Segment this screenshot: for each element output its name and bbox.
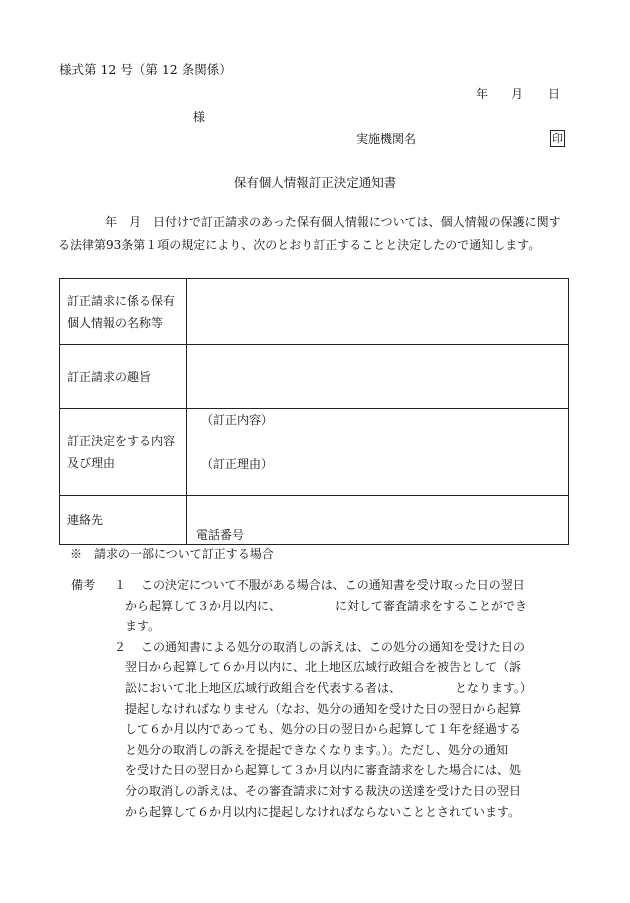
contact-field bbox=[187, 496, 569, 545]
date-year-label: 年 bbox=[476, 87, 489, 101]
remark-line: を受けた日の翌日から起算して３か月以内に審査請求をした場合には、処 bbox=[125, 763, 522, 778]
header-line: 訂正請求の趣旨 bbox=[67, 369, 152, 384]
decision-field bbox=[187, 409, 569, 496]
row-header-decision bbox=[60, 409, 187, 496]
seal-icon: 印 bbox=[552, 132, 563, 145]
remark-line: 分の取消しの訴えは、その審査請求に対する裁決の送達を受けた日の翌日 bbox=[125, 783, 522, 798]
header-line: 訂正請求に係る保有 bbox=[67, 293, 176, 308]
partial-note: ※ 請求の一部について訂正する場合 bbox=[70, 547, 274, 561]
correction-reason-label: （訂正理由） bbox=[201, 457, 274, 471]
body-line-2: る法律第93条第１項の規定により、次のとおり訂正することと決定したので通知します。 bbox=[58, 238, 541, 252]
remark-line: から起算して６か月以内に提起しなければならないこととされています。 bbox=[125, 804, 521, 819]
purpose-field bbox=[187, 345, 569, 409]
correction-content-label: （訂正内容） bbox=[201, 413, 274, 427]
table-row bbox=[60, 496, 569, 545]
form-number: 様式第 12 号（第 12 条関係） bbox=[59, 62, 232, 77]
remark-item-1 bbox=[71, 575, 591, 637]
date-day-label: 日 bbox=[548, 87, 561, 101]
organization-label: 実施機関名 bbox=[356, 132, 417, 146]
remark-line: から起算して３か月以内に、 に対して審査請求をすることができ bbox=[125, 598, 528, 613]
remarks-section bbox=[71, 575, 591, 822]
header-line: 連絡先 bbox=[67, 513, 104, 527]
remark-line: この決定について不服がある場合は、この通知書を受け取った日の翌日 bbox=[141, 578, 525, 592]
table-row bbox=[60, 409, 569, 496]
remark-line: して６か月以内であっても、処分の日の翌日から起算して１年を経過する bbox=[125, 722, 521, 737]
phone-label: 電話番号 bbox=[196, 528, 245, 542]
table-row bbox=[60, 279, 569, 345]
remark-line: 訟において北上地区広域行政組合を代表する者は、 となります。） bbox=[125, 680, 533, 695]
remark-line: ます。 bbox=[125, 619, 161, 634]
body-paragraph bbox=[58, 211, 578, 257]
remark-item-2 bbox=[71, 637, 591, 822]
remark-line: と処分の取消しの訴えを提起できなくなります。）。ただし、処分の通知 bbox=[125, 742, 509, 757]
row-header-purpose bbox=[60, 345, 187, 409]
header-line: 及び理由 bbox=[67, 456, 116, 470]
body-line-1: 年 月 日付けで訂正請求のあった保有個人情報については、個人情報の保護に関す bbox=[105, 215, 561, 229]
header-line: 訂正決定をする内容 bbox=[67, 434, 176, 448]
table-row bbox=[60, 345, 569, 409]
addressee-honorific: 様 bbox=[193, 110, 206, 124]
remark-number: ２ bbox=[114, 639, 127, 654]
row-header-contact bbox=[60, 496, 187, 545]
remark-line: この通知書による処分の取消しの訴えは、この処分の通知を受けた日の bbox=[141, 639, 526, 654]
decision-table bbox=[59, 278, 569, 545]
document-title: 保有個人情報訂正決定通知書 bbox=[233, 175, 397, 190]
record-name-field bbox=[187, 279, 569, 345]
row-header-record-name bbox=[60, 279, 187, 345]
remarks-label: 備考 bbox=[71, 578, 96, 592]
remark-line: 提起しなければなりません（なお、処分の通知を受けた日の翌日から起算 bbox=[125, 701, 522, 716]
header-line: 個人情報の名称等 bbox=[67, 315, 164, 330]
date-month-label: 月 bbox=[511, 87, 524, 101]
remark-number: １ bbox=[114, 578, 127, 592]
remark-line: 翌日から起算して６か月以内に、北上地区広域行政組合を被告として（訴 bbox=[125, 660, 522, 675]
